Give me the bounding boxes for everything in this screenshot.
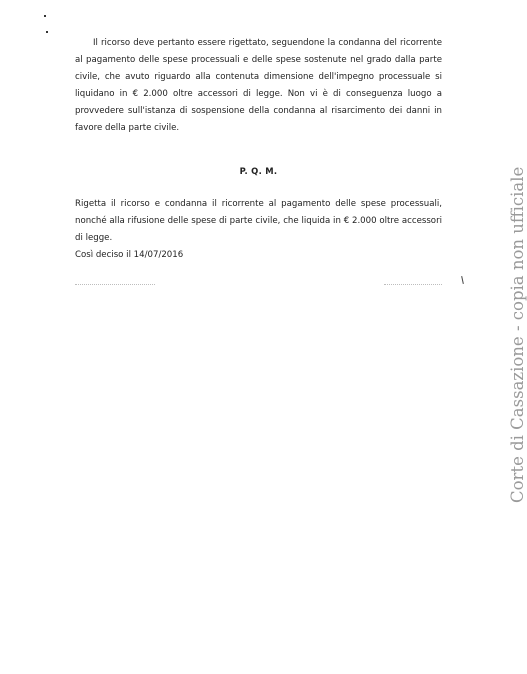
reasoning-paragraph (75, 35, 442, 138)
signature-line (384, 284, 442, 286)
closing-line: Così deciso il 14/07/2016 (75, 250, 184, 261)
pen-tick (461, 276, 464, 284)
paragraph-text: Rigetta il ricorso e condanna il ricorrente al pagamento delle spese processuali, nonché alla rifusione delle spese di parte civile, che liquida in € 2.000 oltre accessori di legge. (75, 199, 442, 244)
paragraph-text: Il ricorso deve pertanto essere rigettato, seguendone la condanna del ricorrente al pagamento delle spese processuali e delle spese sostenute nel grado dalla parte civile, che avuto riguardo alla contenuta dimensione dell'impegno processuale si liquidano in € 2.000 oltre accessori di legge. Non vi è di conseguenza luogo a provvedere sull'istanza di sospensione della condanna al risarcimento dei danni in favore della parte civile. (75, 38, 442, 134)
watermark: Corte di Cassazione - copia non ufficiale (508, 166, 527, 503)
scan-mark (44, 15, 46, 17)
dispositive-heading: P. Q. M. (239, 166, 278, 176)
scan-mark (46, 31, 48, 33)
dispositive-paragraph (75, 196, 442, 264)
signature-line (75, 284, 155, 286)
